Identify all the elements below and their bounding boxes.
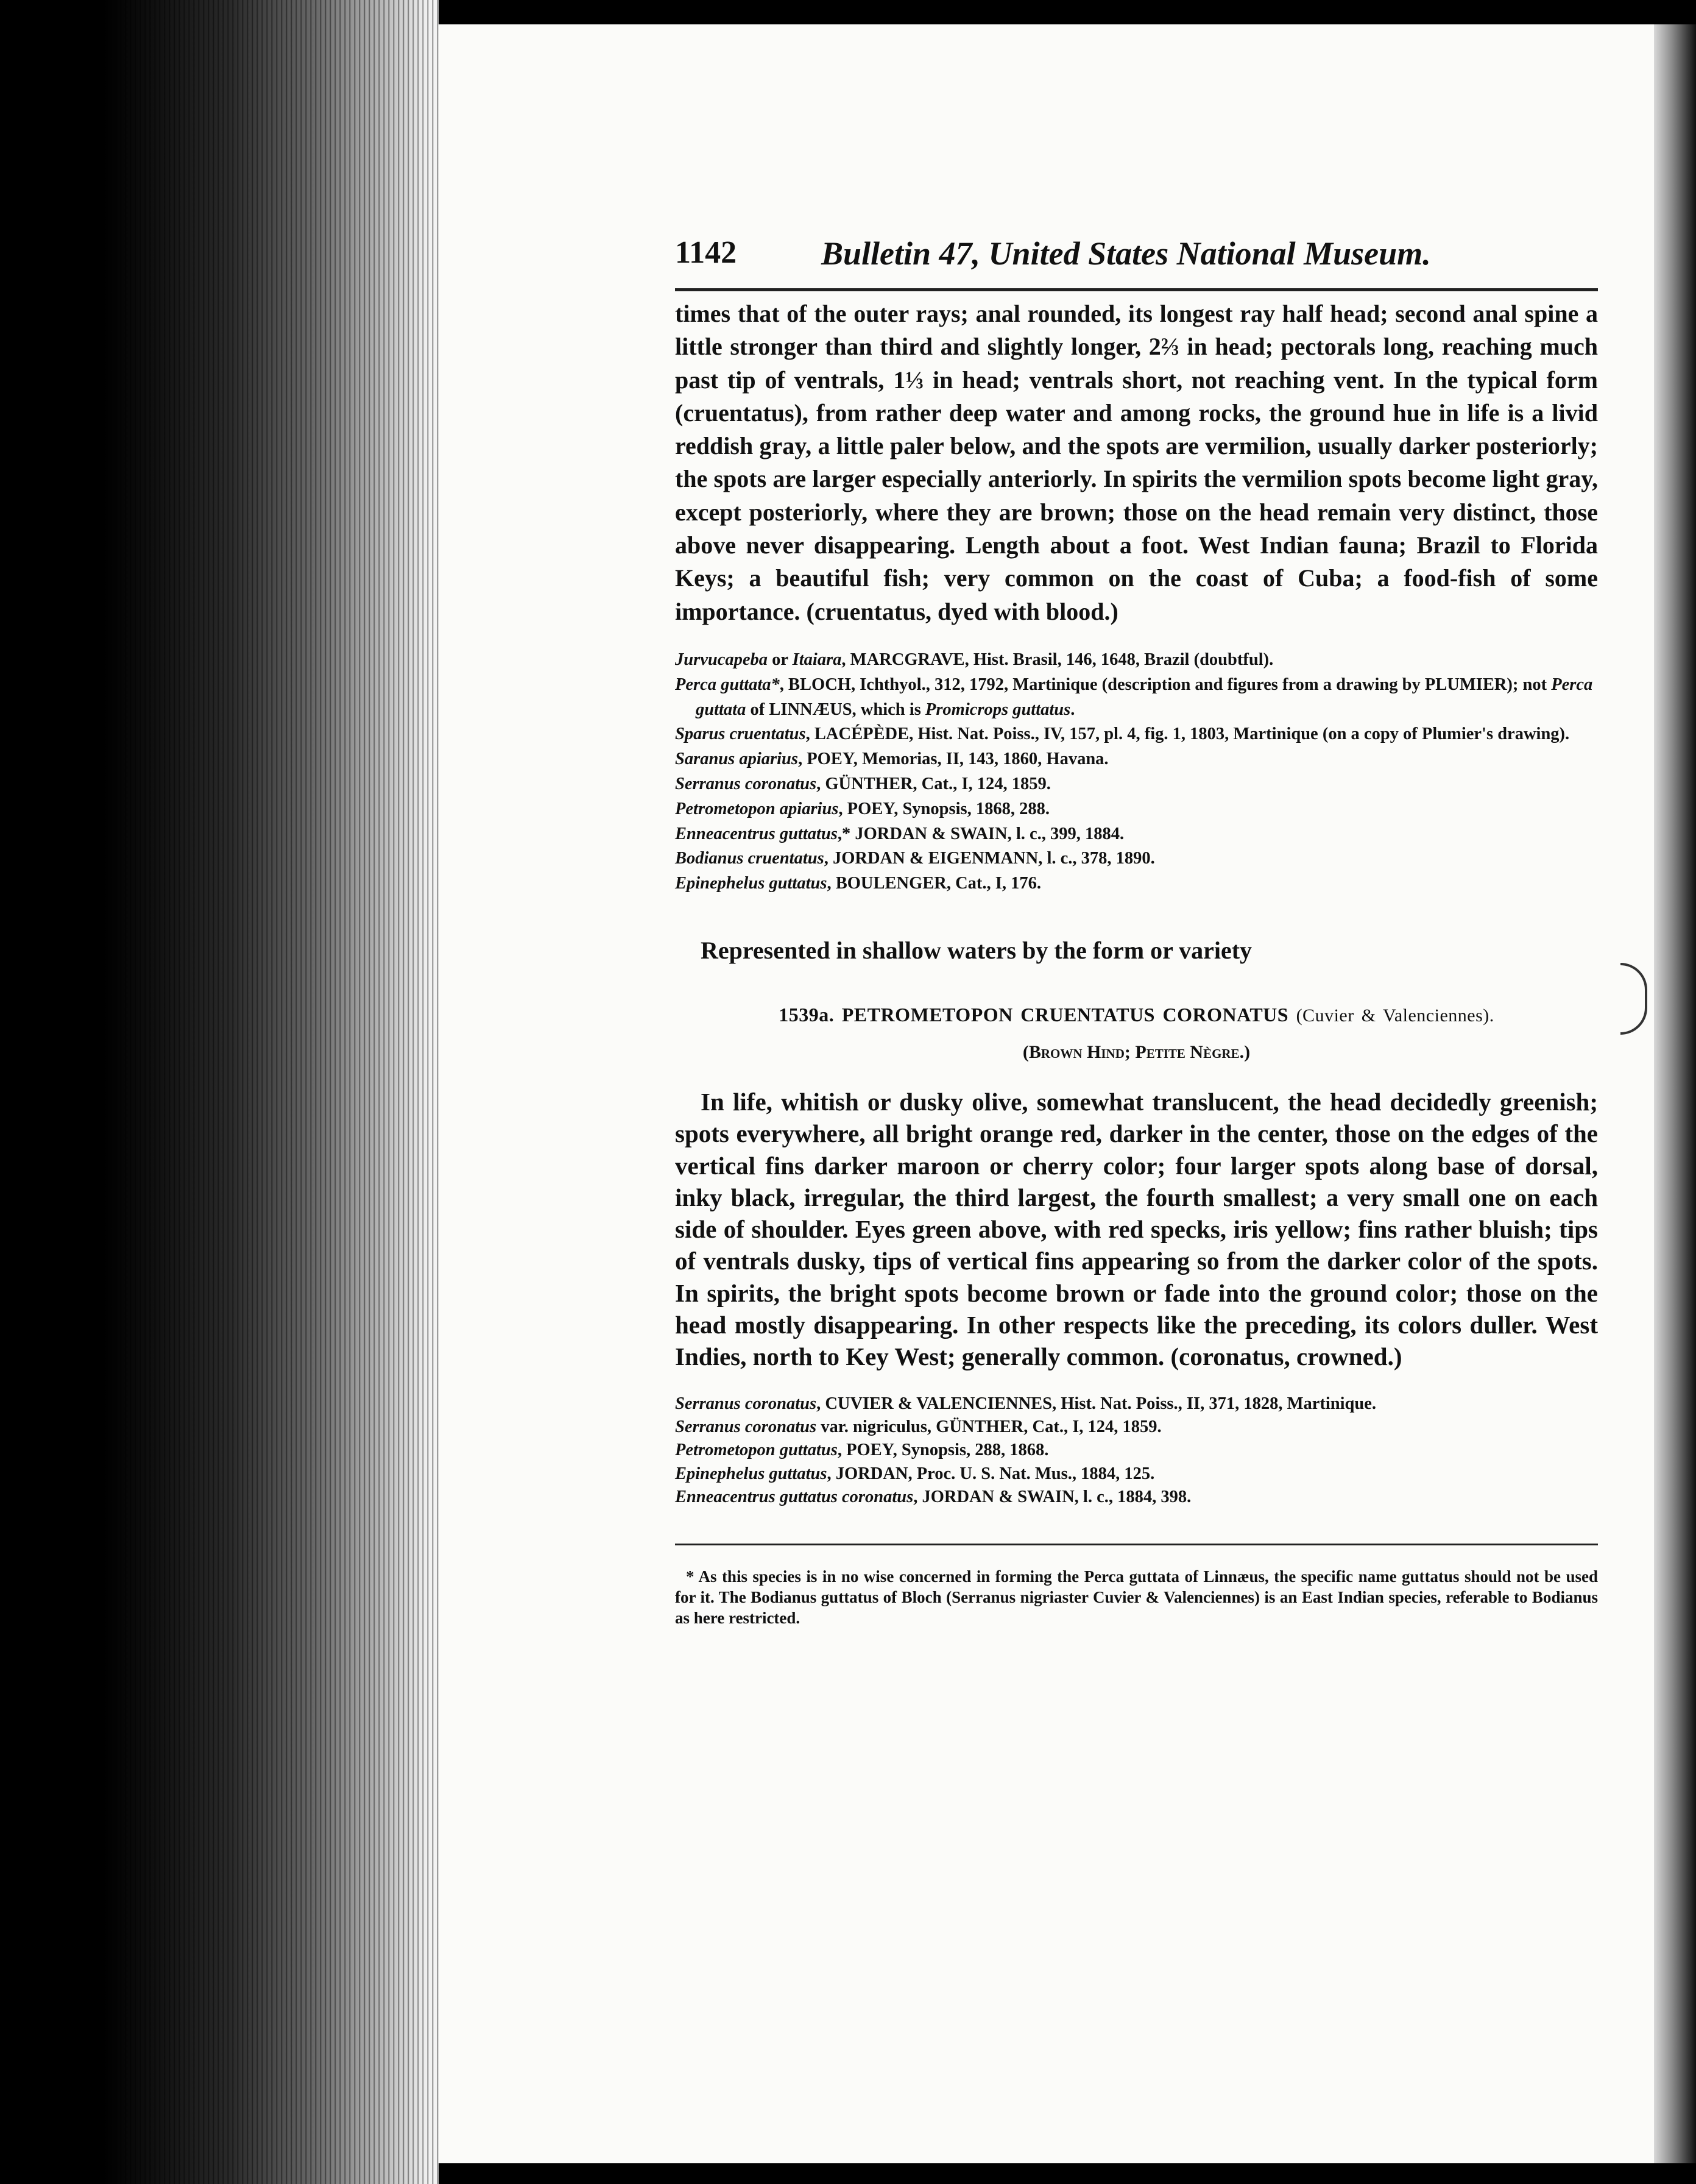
synonym-name: Perca guttata [696,675,1593,719]
running-title: Bulletin 47, United States National Museum. [821,235,1431,272]
species-heading [675,1004,1598,1026]
synonym-name: Petrometopon apiarius [675,799,839,818]
synonym-name: Serranus coronatus [675,1417,817,1437]
synonym-citation: of LINNÆUS, which is [746,700,925,719]
synonym-entry [675,772,1598,797]
description-text: In life, whitish or dusky olive, somewhat translucent, the head decidedly greenish; spots everywhere, all bright orange red, darker in the center, those on the edges of the vertical fins darker maroon or cherry color; four larger spots along base of dorsal, inky black, irregular, the third largest, the fourth smallest; a very small one on each side of shoulder. Eyes green above, with red specks, iris yellow; fins rather bluish; tips of ventrals dusky, tips of vertical fins appearing so from the darker color of the spots. In spirits, the bright spots become brown or fade into the ground color; those on the head mostly disappearing. In other respects like the preceding, its colors duller. West Indies, north to Key West; generally common. (coronatus, crowned.) [675,1087,1598,1371]
synonym-citation: , MARCGRAVE, Hist. Brasil, 146, 1648, Brazil (doubtful). [841,650,1274,669]
synonym-entry [675,1416,1598,1439]
synonym-name: Itaiara [792,650,842,669]
synonym-citation: , CUVIER & VALENCIENNES, Hist. Nat. Poiss., II, 371, 1828, Martinique. [816,1394,1377,1413]
common-names: (Brown Hind; Petite Nègre.) [1022,1041,1251,1062]
synonym-entry [675,822,1598,847]
synonym-name: Jurvucapeba [675,650,768,669]
synonym-entry [675,648,1598,673]
synonym-name: Epinephelus guttatus [675,874,827,893]
synonym-entry [675,1462,1598,1486]
right-page-shadow [1654,24,1696,2163]
synonym-citation: or [768,650,793,669]
synonym-name: Petrometopon guttatus [675,1441,838,1460]
synonym-name: Saranus apiarius [675,750,798,769]
running-head [675,235,1598,275]
page-number: 1142 [675,235,737,270]
continuation-paragraph [675,297,1598,628]
synonym-name: Perca guttata* [675,675,780,694]
synonym-name: Enneacentrus guttatus [675,824,838,843]
synonym-entry [675,871,1598,896]
page-content [675,235,1598,1645]
footnote-rule [675,1544,1598,1545]
synonym-entry [675,1392,1598,1416]
synonym-citation: , BOULENGER, Cat., I, 176. [827,874,1042,893]
synonym-entry [675,747,1598,772]
species-description [675,1086,1598,1373]
synonym-entry [675,722,1598,747]
synonym-citation: , JORDAN & EIGENMANN, l. c., 378, 1890. [824,849,1155,868]
synonym-citation: , JORDAN & SWAIN, l. c., 1884, 398. [913,1487,1192,1507]
synonym-citation: , JORDAN, Proc. U. S. Nat. Mus., 1884, 125. [827,1464,1155,1483]
represented-note: Represented in shallow waters by the form or variety [701,936,1253,964]
synonym-citation: , POEY, Synopsis, 288, 1868. [837,1441,1049,1460]
synonym-citation: , GÜNTHER, Cat., I, 124, 1859. [816,774,1051,793]
synonym-name: Epinephelus guttatus [675,1464,827,1483]
synonym-citation: . [1070,700,1075,719]
synonym-citation: , POEY, Memorias, II, 143, 1860, Havana. [797,750,1109,769]
synonymy-list-1 [675,648,1598,896]
synonymy-list-2 [675,1392,1598,1509]
synonym-name: Serranus coronatus [675,774,817,793]
synonym-entry [675,846,1598,871]
header-rule [675,288,1598,291]
synonym-name: Sparus cruentatus [675,725,806,744]
synonym-entry [675,1439,1598,1462]
synonym-citation: ,* JORDAN & SWAIN, l. c., 399, 1884. [837,824,1125,843]
synonym-entry [675,1486,1598,1509]
synonym-citation: var. nigriculus, GÜNTHER, Cat., I, 124, 1859. [816,1417,1162,1437]
book-page-edges [0,0,439,2184]
synonym-entry [675,797,1598,822]
synonym-name: Enneacentrus guttatus coronatus [675,1487,914,1507]
species-name: 1539a. PETROMETOPON CRUENTATUS CORONATUS [779,1003,1289,1026]
synonym-citation: , POEY, Synopsis, 1868, 288. [838,799,1050,818]
synonym-name: Promicrops guttatus [925,700,1071,719]
synonym-citation: , LACÉPÈDE, Hist. Nat. Poiss., IV, 157, pl. 4, fig. 1, 1803, Martinique (on a copy of Plumier's drawing). [805,725,1570,744]
footnote: * As this species is in no wise concerned in forming the Perca guttata of Linnæus, the specific name guttatus should not be used for it. The Bodianus guttatus of Bloch (Serranus nigriaster Cuvier & Valenciennes) is an East Indian species, referable to Bodianus as here restricted. [675,1567,1598,1627]
species-authority: (Cuvier & Valenciennes). [1296,1005,1494,1026]
continuation-text: times that of the outer rays; anal rounded, its longest ray half head; second anal spine a little stronger than third and slightly longer, 2⅔ in head; pectorals long, reaching much past tip of ventrals, 1⅓ in head; ventrals short, not reaching vent. In the typical form (cruentatus), from rather deep water and among rocks, the ground hue in life is a livid reddish gray, a little paler below, and the spots are vermilion, usually darker posteriorly; the spots are larger especially anteriorly. In spirits the vermilion spots become light gray, except posteriorly, where they are brown; those on the head remain very distinct, those above never disappearing. Length about a foot. West Indian fauna; Brazil to Florida Keys; a beautiful fish; very common on the coast of Cuba; a food-fish of some importance. (cruentatus, dyed with blood.) [675,300,1598,625]
synonym-entry [675,673,1598,723]
synonym-name: Bodianus cruentatus [675,849,824,868]
synonym-citation: , BLOCH, Ichthyol., 312, 1792, Martinique (description and figures from a drawing by PLUMIER); not [779,675,1552,694]
synonym-name: Serranus coronatus [675,1394,817,1413]
